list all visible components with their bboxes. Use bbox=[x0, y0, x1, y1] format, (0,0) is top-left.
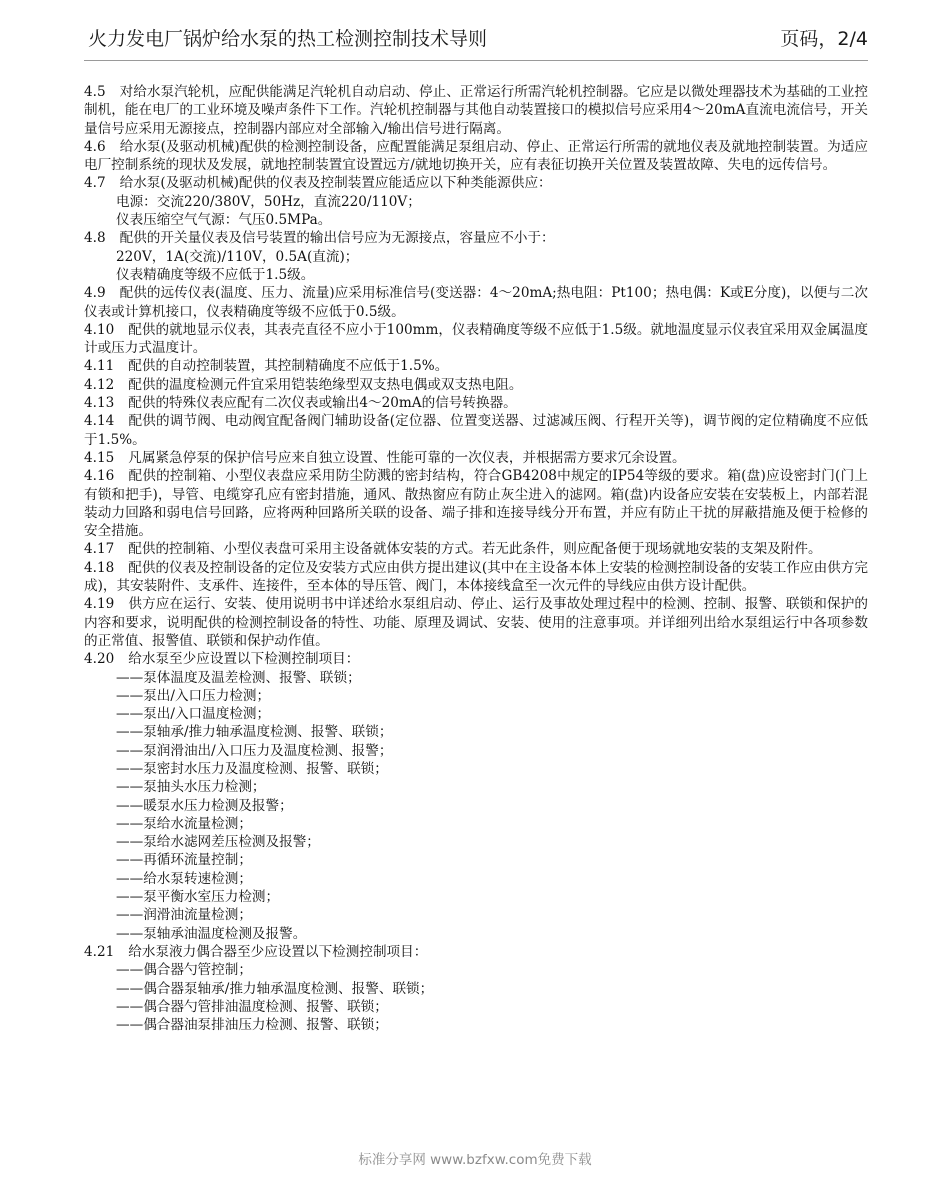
list-item: ——再循环流量控制； bbox=[116, 852, 252, 869]
clause-number: 4.19 bbox=[84, 596, 115, 613]
clause-number: 4.11 bbox=[84, 358, 115, 375]
clause-text: 配供的控制箱、小型仪表盘可采用主设备就体安装的方式。若无此条件，则应配备便于现场就地安装的支架及附件。 bbox=[128, 541, 822, 558]
list-item: ——泵抽头水压力检测； bbox=[116, 779, 266, 796]
list-item: ——偶合器油泵排油压力检测、报警、联锁； bbox=[116, 1017, 388, 1034]
list-item: ——泵出/入口压力检测； bbox=[116, 687, 271, 704]
clause-number: 4.10 bbox=[84, 321, 115, 338]
clause-number: 4.21 bbox=[84, 943, 115, 960]
list-item: ——泵出/入口温度检测； bbox=[116, 706, 271, 723]
list-item: ——泵密封水压力及温度检测、报警、联锁； bbox=[116, 760, 388, 777]
list-item: ——偶合器勺管排油温度检测、报警、联锁； bbox=[116, 998, 388, 1015]
clause-number: 4.15 bbox=[84, 449, 115, 466]
clause-number: 4.12 bbox=[84, 376, 115, 393]
list-item: ——偶合器勺管控制； bbox=[116, 962, 252, 979]
clause-number: 4.14 bbox=[84, 413, 115, 430]
clause-text: 给水泵(及驱动机械)配供的检测控制设备，应配置能满足泵组启动、停止、正常运行所需的就地仪表及就地控制装置。为适应电厂控制系统的现状及发展，就地控制装置宜设置远方/就地切换开关，应有表征切换开关位置及装置故障、失电的远传信号。 bbox=[84, 138, 868, 174]
footer-watermark: 标准分享网 www.bzfxw.com免费下载 bbox=[358, 1152, 592, 1168]
page-header bbox=[88, 24, 868, 54]
clause-number: 4.8 bbox=[84, 230, 106, 247]
clause-4-7 bbox=[84, 174, 868, 192]
clause-number: 4.5 bbox=[84, 84, 106, 100]
page-number: 页码，2/4 bbox=[780, 28, 868, 50]
list-item: ——偶合器泵轴承/推力轴承温度检测、报警、联锁； bbox=[116, 980, 434, 997]
clause-4-9 bbox=[84, 284, 868, 321]
clause-text: 配供的特殊仪表应配有二次仪表或输出4～20mA的信号转换器。 bbox=[128, 395, 517, 412]
list-item: ——泵轴承/推力轴承温度检测、报警、联锁； bbox=[116, 724, 393, 741]
clause-text: 配供的仪表及控制设备的定位及安装方式应由供方提出建议(其中在主设备本体上安装的检测控制设备的安装工作应由供方完成)，其安装附件、支承件、连接件，至本体的导压管、阀门，本体接线盒至一次元件的导线应由供方设计配供。 bbox=[84, 559, 868, 595]
clause-4-13 bbox=[84, 394, 868, 412]
clause-4-18 bbox=[84, 559, 868, 596]
clause-4-14 bbox=[84, 412, 868, 449]
clause-text: 配供的自动控制装置，其控制精确度不应低于1.5%。 bbox=[128, 358, 449, 375]
clause-text: 供方应在运行、安装、使用说明书中详述给水泵组启动、停止、运行及事故处理过程中的检测、控制、报警、联锁和保护的内容和要求，说明配供的检测控制设备的特性、功能、原理及调试、安装、使用的注意事项。并详细列出给水泵组运行中各项参数的正常值、报警值、联锁和保护动作值。 bbox=[84, 596, 868, 649]
list-item: ——给水泵转速检测； bbox=[116, 870, 252, 887]
clause-4-16 bbox=[84, 467, 868, 540]
clause-text: 配供的调节阀、电动阀宜配备阀门辅助设备(定位器、位置变送器、过滤减压阀、行程开关等)，调节阀的定位精确度不应低于1.5%。 bbox=[84, 413, 868, 448]
clause-text: 对给水泵汽轮机，应配供能满足汽轮机自动启动、停止、正常运行所需汽轮机控制器。它应是以微处理器技术为基础的工业控制机，能在电厂的工业环境及噪声条件下工作。汽轮机控制器与其他自动装置接口的模拟信号应采用4～20mA直流电流信号，开关量信号应采用无源接点，控制器内部应对全部输入/输出信号进行隔离。 bbox=[84, 84, 868, 137]
clause-4-6 bbox=[84, 138, 868, 175]
list-item: ——泵润滑油出/入口压力及温度检测、报警； bbox=[116, 742, 393, 759]
list-item: ——暖泵水压力检测及报警； bbox=[116, 797, 293, 814]
clause-text: 配供的控制箱、小型仪表盘应采用防尘防溅的密封结构，符合GB4208中规定的IP54等级的要求。箱(盘)应设密封门(门上有锁和把手)，导管、电缆穿孔应有密封措施，通风、散热窗应有防止灰尘进入的滤网。箱(盘)内设备应安装在安装板上，内部若混装动力回路和弱电信号回路，应将两种回路所关联的设备、端子排和连接导线分开布置，并应有防止干扰的屏蔽措施及便于检修的安全措施。 bbox=[84, 468, 868, 540]
clause-4-5 bbox=[84, 83, 868, 138]
clause-text: 给水泵液力偶合器至少应设置以下检测控制项目： bbox=[128, 943, 428, 960]
clause-text: 配供的就地显示仪表，其表壳直径不应小于100mm，仪表精确度等级不应低于1.5级。就地温度显示仪表宜采用双金属温度计或压力式温度计。 bbox=[84, 321, 868, 357]
clause-text: 配供的开关量仪表及信号装置的输出信号应为无源接点，容量应不小于： bbox=[119, 230, 555, 247]
clause-4-8 bbox=[84, 229, 868, 247]
list-item: 220V，1A(交流)/110V，0.5A(直流)； bbox=[116, 248, 359, 265]
header-divider bbox=[84, 60, 868, 61]
list-item: 电源：交流220/380V，50Hz，直流220/110V； bbox=[116, 193, 421, 210]
clause-4-10 bbox=[84, 321, 868, 358]
clause-4-21 bbox=[84, 943, 868, 961]
clause-number: 4.7 bbox=[84, 175, 106, 192]
list-item: 仪表压缩空气气源：气压0.5MPa。 bbox=[116, 212, 332, 229]
clause-text: 凡属紧急停泵的保护信号应来自独立设置、性能可靠的一次仪表，并根据需方要求冗余设置。 bbox=[128, 449, 686, 466]
list-item: ——泵给水滤网差压检测及报警； bbox=[116, 834, 320, 851]
clause-number: 4.18 bbox=[84, 559, 115, 576]
clause-text: 给水泵至少应设置以下检测控制项目： bbox=[128, 651, 360, 668]
list-item: ——泵平衡水室压力检测； bbox=[116, 889, 280, 906]
clause-4-11 bbox=[84, 357, 868, 375]
clause-4-17 bbox=[84, 540, 868, 558]
clause-number: 4.20 bbox=[84, 651, 115, 668]
document-title: 火力发电厂锅炉给水泵的热工检测控制技术导则 bbox=[88, 28, 488, 50]
document-body bbox=[84, 83, 868, 1034]
list-item: ——泵轴承油温度检测及报警。 bbox=[116, 925, 307, 942]
clause-number: 4.6 bbox=[84, 138, 106, 155]
clause-4-20 bbox=[84, 650, 868, 668]
clause-number: 4.13 bbox=[84, 395, 115, 412]
clause-text: 配供的远传仪表(温度、压力、流量)应采用标准信号(变送器：4～20mA;热电阻：Pt100；热电偶：K或E分度)，以便与二次仪表或计算机接口，仪表精确度等级不应低于0.5级。 bbox=[84, 285, 868, 320]
clause-4-12 bbox=[84, 376, 868, 394]
clause-text: 给水泵(及驱动机械)配供的仪表及控制装置应能适应以下种类能源供应： bbox=[119, 175, 552, 192]
clause-4-19 bbox=[84, 595, 868, 650]
list-item: ——泵体温度及温差检测、报警、联锁； bbox=[116, 669, 361, 686]
clause-number: 4.17 bbox=[84, 541, 115, 558]
clause-number: 4.9 bbox=[84, 285, 106, 302]
list-item: 仪表精确度等级不应低于1.5级。 bbox=[116, 266, 315, 283]
clause-text: 配供的温度检测元件宜采用铠装绝缘型双支热电偶或双支热电阻。 bbox=[128, 376, 523, 393]
clause-4-15 bbox=[84, 449, 868, 467]
list-item: ——润滑油流量检测； bbox=[116, 907, 252, 924]
clause-number: 4.16 bbox=[84, 468, 115, 485]
list-item: ——泵给水流量检测； bbox=[116, 815, 252, 832]
